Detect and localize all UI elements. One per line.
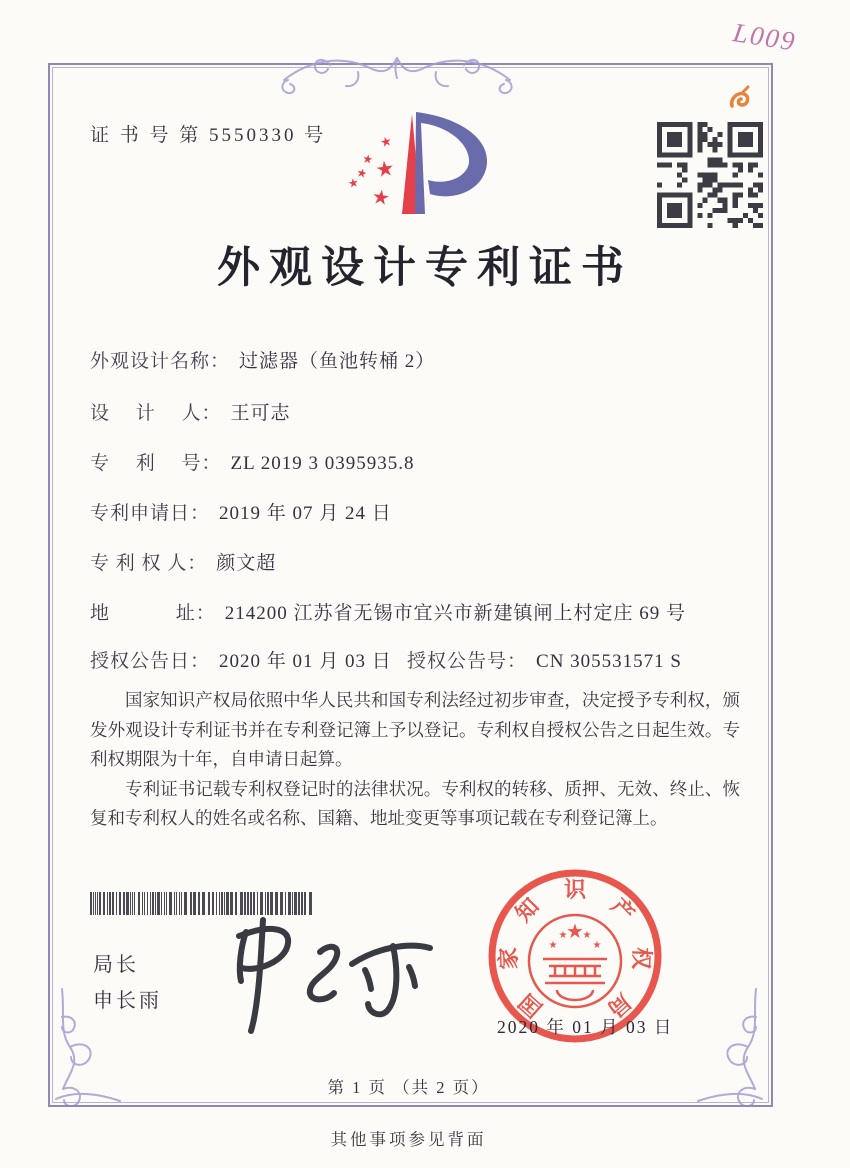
svg-text:局: 局 bbox=[602, 988, 637, 1023]
top-border-ornament bbox=[278, 48, 516, 98]
field-value: 214200 江苏省无锡市宜兴市新建镇闸上村定庄 69 号 bbox=[224, 603, 687, 624]
svg-text:★: ★ bbox=[548, 940, 558, 951]
svg-text:识: 识 bbox=[563, 877, 587, 902]
legal-text-block bbox=[90, 686, 740, 834]
grant-date-value: 2020 年 01 月 03 日 bbox=[219, 651, 392, 672]
field-label: 外观设计名称： bbox=[90, 351, 231, 372]
director-title: 局长 bbox=[93, 954, 139, 976]
svg-text:★: ★ bbox=[355, 165, 369, 182]
legal-paragraph-2: 专利证书记载专利权登记时的法律状况。专利权的转移、质押、无效、终止、恢复和专利权人的姓名或名称、国籍、地址变更等事项记载在专利登记簿上。 bbox=[90, 778, 740, 828]
svg-text:★: ★ bbox=[582, 930, 592, 941]
field-patentee bbox=[90, 548, 750, 575]
cnipa-logo bbox=[330, 106, 525, 241]
svg-text:家: 家 bbox=[495, 946, 522, 970]
national-emblem bbox=[549, 919, 602, 951]
svg-text:产: 产 bbox=[606, 893, 640, 927]
svg-text:★: ★ bbox=[346, 175, 360, 191]
field-value: 颜文超 bbox=[216, 553, 277, 574]
field-label: 设 计 人： bbox=[90, 403, 222, 424]
certificate-number: 证 书 号 第 5550330 号 bbox=[90, 125, 327, 146]
field-value: 过滤器（鱼池转桶 2） bbox=[239, 351, 436, 372]
field-value: 王可志 bbox=[230, 403, 291, 424]
director-signature bbox=[200, 912, 445, 1037]
grant-date-label: 授权公告日： bbox=[90, 651, 211, 672]
legal-paragraph-1: 国家知识产权局依照中华人民共和国专利法经过初步审查，决定授予专利权，颁发外观设计专利证书并在专利登记簿上予以登记。专利权自授权公告之日起生效。专利权期限为十年，自申请日起算。 bbox=[90, 690, 740, 769]
field-value: ZL 2019 3 0395935.8 bbox=[230, 453, 415, 474]
field-label: 专利申请日： bbox=[90, 503, 211, 524]
field-label: 地 址： bbox=[90, 603, 216, 624]
svg-text:★: ★ bbox=[558, 930, 568, 941]
qr-code bbox=[657, 122, 763, 228]
svg-text:知: 知 bbox=[510, 893, 544, 927]
svg-text:★: ★ bbox=[592, 940, 602, 951]
field-patent-number bbox=[90, 448, 750, 475]
seal-date: 2020 年 01 月 03 日 bbox=[497, 1017, 674, 1037]
pen-mark-icon bbox=[728, 84, 752, 112]
svg-text:★: ★ bbox=[378, 133, 394, 152]
svg-text:国: 国 bbox=[513, 988, 548, 1023]
grant-number-value: CN 305531571 S bbox=[536, 651, 682, 672]
back-note: 其他事项参见背面 bbox=[330, 1130, 487, 1149]
svg-text:★: ★ bbox=[370, 183, 392, 211]
field-filing-date bbox=[90, 498, 750, 525]
field-designer bbox=[90, 398, 750, 425]
field-design-name bbox=[90, 346, 750, 373]
handwritten-note: L009 bbox=[731, 17, 799, 57]
svg-text:★: ★ bbox=[374, 155, 397, 183]
field-grant-row bbox=[90, 646, 750, 673]
certificate-title: 外观设计专利证书 bbox=[217, 245, 633, 292]
page-number: 第 1 页 （共 2 页） bbox=[327, 1078, 490, 1097]
field-address bbox=[90, 598, 750, 625]
grant-number-label: 授权公告号： bbox=[407, 651, 528, 672]
svg-text:★: ★ bbox=[361, 151, 375, 167]
field-label: 专 利 权 人： bbox=[90, 553, 208, 574]
field-value: 2019 年 07 月 24 日 bbox=[219, 503, 392, 524]
director-name: 申长雨 bbox=[93, 990, 162, 1012]
field-label: 专 利 号： bbox=[90, 453, 222, 474]
svg-text:★: ★ bbox=[566, 919, 584, 943]
svg-text:权: 权 bbox=[628, 946, 655, 970]
